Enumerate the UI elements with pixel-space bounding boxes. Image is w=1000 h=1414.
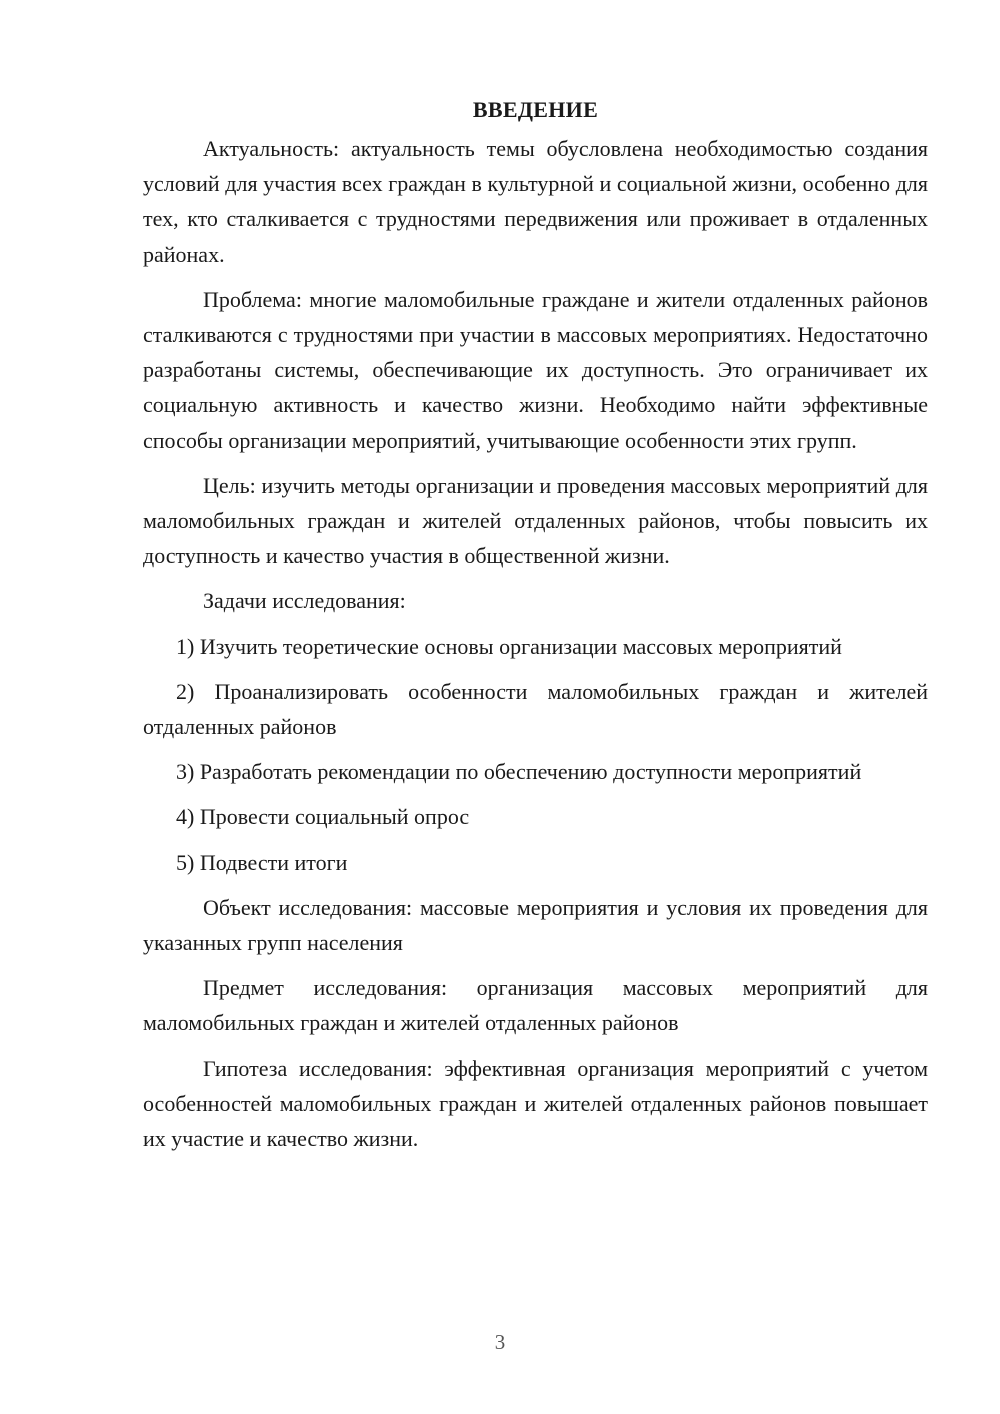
section-heading: ВВЕДЕНИЕ	[472, 97, 599, 122]
paragraph-hypothesis: Гипотеза исследования: эффективная организация мероприятий с учетом особенностей маломобильных граждан и жителей отдаленных районов повышает их участие и качество жизни.	[143, 1055, 928, 1152]
task-item-1: 1) Изучить теоретические основы организации массовых мероприятий	[176, 633, 842, 659]
task-item-5: 5) Подвести итоги	[176, 849, 348, 875]
task-item-3: 3) Разработать рекомендации по обеспечению доступности мероприятий	[176, 759, 862, 785]
paragraph-subject: Предмет исследования: организация массовых мероприятий для маломобильных граждан и жителей отдаленных районов	[143, 975, 928, 1036]
page-number: 3	[494, 1330, 506, 1354]
paragraph-goal: Цель: изучить методы организации и проведения массовых мероприятий для маломобильных граждан и жителей отдаленных районов, чтобы повысить их доступность и качество участия в общественной жизни.	[143, 472, 928, 569]
paragraph-relevance: Актуальность: актуальность темы обусловлена необходимостью создания условий для участия всех граждан в культурной и социальной жизни, особенно для тех, кто сталкивается с трудностями передвижения или проживает в отдаленных районах.	[143, 136, 928, 267]
paragraph-object: Объект исследования: массовые мероприятия и условия их проведения для указанных групп населения	[143, 894, 928, 956]
document-page	[143, 92, 928, 1166]
paragraph-tasks-heading: Задачи исследования:	[203, 588, 406, 614]
task-item-2: 2) Проанализировать особенности маломобильных граждан и жителей отдаленных районов	[143, 678, 928, 740]
paragraph-problem: Проблема: многие маломобильные граждане и жители отдаленных районов сталкиваются с трудностями при участии в массовых мероприятиях. Недостаточно разработаны системы, обеспечивающие их доступность. Это ограничивает их социальную активность и качество жизни. Необходимо найти эффективные способы организации мероприятий, учитывающие особенности этих групп.	[143, 286, 928, 453]
task-item-4: 4) Провести социальный опрос	[176, 804, 470, 830]
